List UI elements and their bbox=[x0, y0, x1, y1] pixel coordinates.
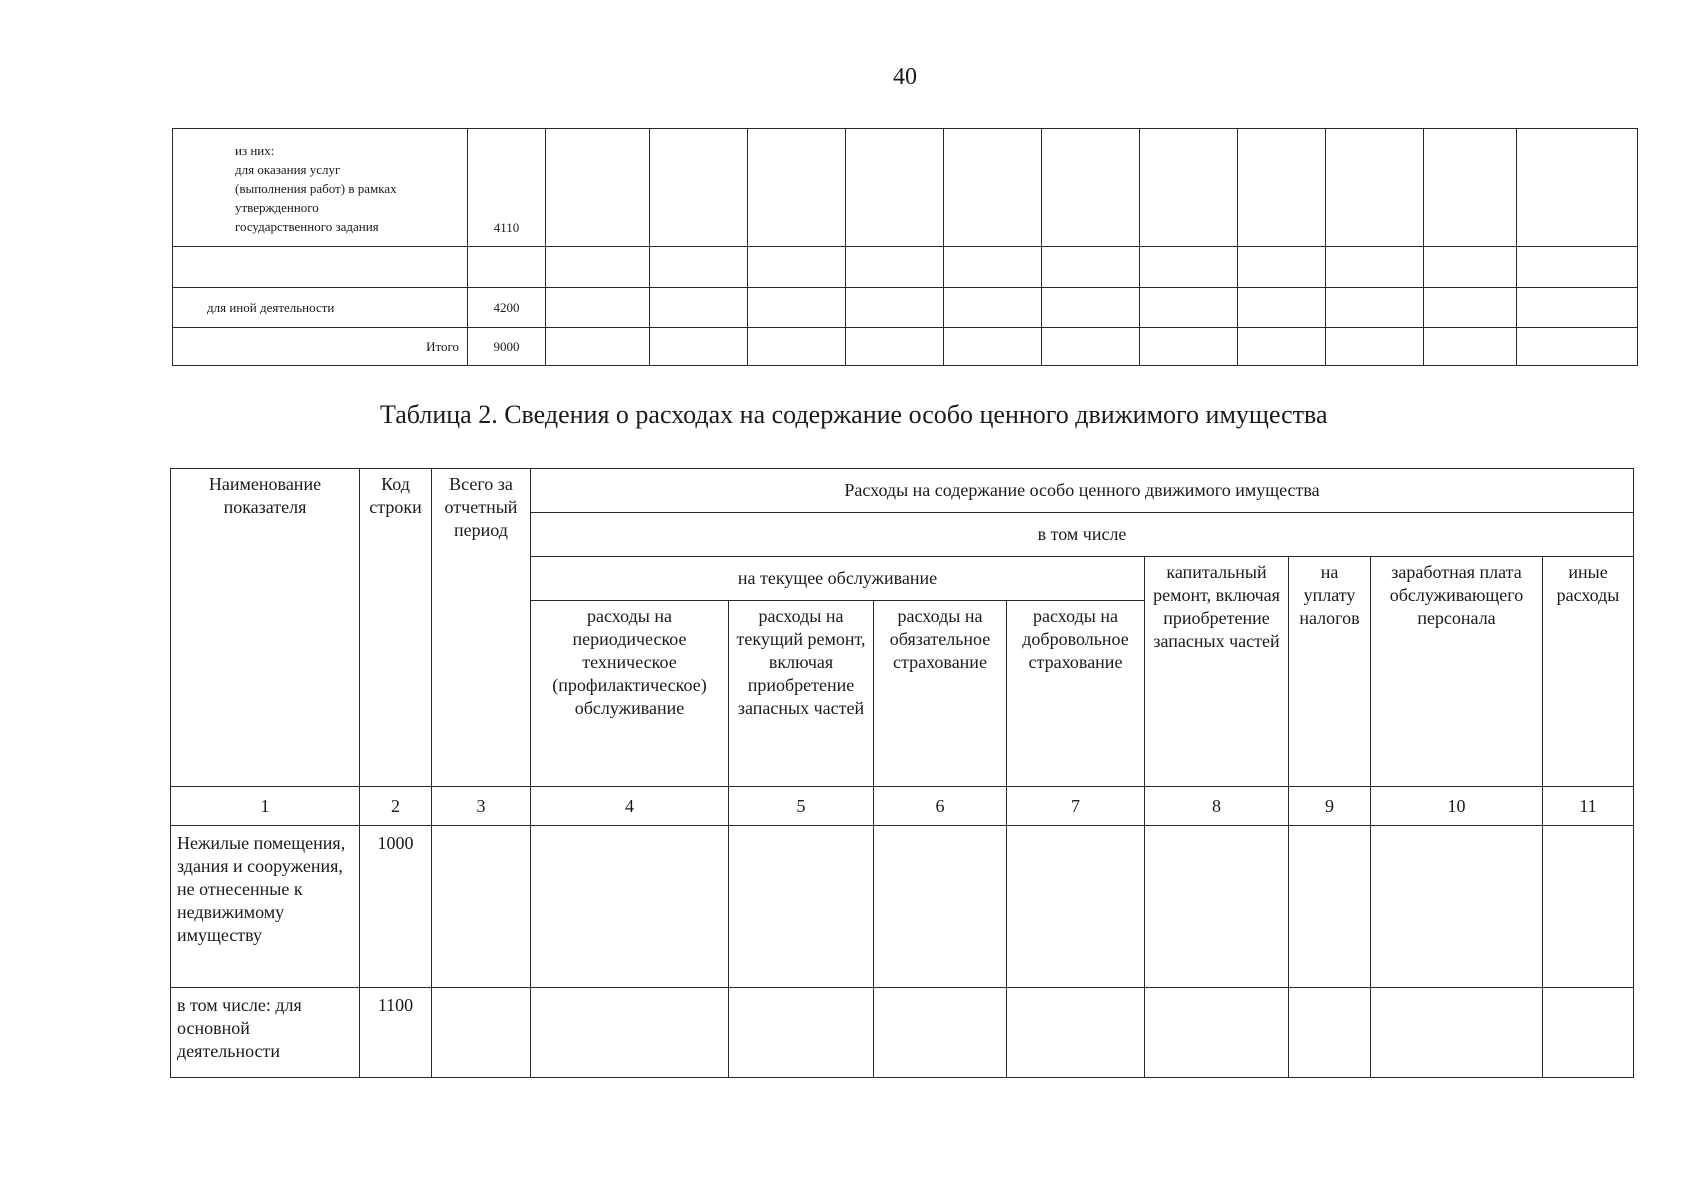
row-code: 4200 bbox=[468, 288, 546, 328]
empty-cell bbox=[546, 247, 650, 288]
empty-cell bbox=[729, 988, 874, 1078]
empty-cell bbox=[944, 129, 1042, 247]
empty-cell bbox=[432, 988, 531, 1078]
empty-cell bbox=[650, 247, 748, 288]
empty-cell bbox=[748, 328, 846, 366]
empty-cell bbox=[874, 826, 1007, 988]
empty-cell bbox=[944, 288, 1042, 328]
header-total: Всего за отчетный период bbox=[432, 469, 531, 787]
empty-cell bbox=[650, 288, 748, 328]
empty-cell bbox=[846, 288, 944, 328]
row-code: 9000 bbox=[468, 328, 546, 366]
column-numbers-row bbox=[171, 787, 1634, 826]
column-number: 11 bbox=[1543, 787, 1634, 826]
label-line: утвержденного bbox=[235, 200, 319, 215]
empty-cell bbox=[1042, 247, 1140, 288]
label-line: для оказания услуг bbox=[235, 162, 341, 177]
empty-cell bbox=[1238, 129, 1326, 247]
table-row bbox=[173, 129, 1638, 247]
header-capital-repair: капитальный ремонт, включая приобретение запасных частей bbox=[1145, 557, 1289, 787]
table-row bbox=[173, 247, 1638, 288]
empty-cell bbox=[1289, 826, 1371, 988]
empty-cell bbox=[1326, 129, 1424, 247]
empty-cell bbox=[546, 129, 650, 247]
row-name: в том числе: для основной деятельности bbox=[171, 988, 360, 1078]
table-row bbox=[171, 988, 1634, 1078]
empty-cell bbox=[1140, 288, 1238, 328]
row-name: Нежилые помещения, здания и сооружения, не отнесенные к недвижимому имуществу bbox=[171, 826, 360, 988]
empty-cell bbox=[1517, 129, 1638, 247]
column-number: 2 bbox=[360, 787, 432, 826]
empty-cell bbox=[468, 247, 546, 288]
empty-cell bbox=[1517, 247, 1638, 288]
row-label-total: Итого bbox=[173, 328, 468, 366]
empty-cell bbox=[1543, 826, 1634, 988]
empty-cell bbox=[173, 247, 468, 288]
empty-cell bbox=[1007, 988, 1145, 1078]
table-2 bbox=[170, 468, 1634, 1078]
empty-cell bbox=[531, 826, 729, 988]
empty-cell bbox=[1517, 328, 1638, 366]
empty-cell bbox=[1289, 988, 1371, 1078]
empty-cell bbox=[1145, 988, 1289, 1078]
row-label: для иной деятельности bbox=[173, 288, 468, 328]
empty-cell bbox=[846, 129, 944, 247]
table-row bbox=[173, 288, 1638, 328]
empty-cell bbox=[944, 328, 1042, 366]
empty-cell bbox=[432, 826, 531, 988]
empty-cell bbox=[1371, 988, 1543, 1078]
empty-cell bbox=[546, 288, 650, 328]
empty-cell bbox=[1238, 288, 1326, 328]
header-voluntary-insurance: расходы на добровольное страхование bbox=[1007, 601, 1145, 787]
empty-cell bbox=[650, 328, 748, 366]
table-row bbox=[173, 328, 1638, 366]
empty-cell bbox=[846, 247, 944, 288]
header-mandatory-insurance: расходы на обязательное страхование bbox=[874, 601, 1007, 787]
table-row bbox=[171, 826, 1634, 988]
empty-cell bbox=[531, 988, 729, 1078]
empty-cell bbox=[944, 247, 1042, 288]
header-including: в том числе bbox=[531, 513, 1634, 557]
column-number: 8 bbox=[1145, 787, 1289, 826]
header-taxes: на уплату налогов bbox=[1289, 557, 1371, 787]
empty-cell bbox=[1042, 328, 1140, 366]
empty-cell bbox=[1140, 129, 1238, 247]
page-number: 40 bbox=[893, 64, 917, 90]
empty-cell bbox=[748, 288, 846, 328]
empty-cell bbox=[748, 247, 846, 288]
table-2-title: Таблица 2. Сведения о расходах на содержание особо ценного движимого имущества bbox=[380, 400, 1328, 429]
empty-cell bbox=[1140, 247, 1238, 288]
header-current-service: на текущее обслуживание bbox=[531, 557, 1145, 601]
empty-cell bbox=[1543, 988, 1634, 1078]
row-label bbox=[173, 129, 468, 247]
empty-cell bbox=[1424, 288, 1517, 328]
row-code: 1000 bbox=[360, 826, 432, 988]
column-number: 6 bbox=[874, 787, 1007, 826]
column-number: 10 bbox=[1371, 787, 1543, 826]
empty-cell bbox=[1424, 328, 1517, 366]
empty-cell bbox=[1517, 288, 1638, 328]
label-line: из них: bbox=[235, 143, 275, 158]
empty-cell bbox=[1145, 826, 1289, 988]
empty-cell bbox=[1424, 129, 1517, 247]
header-periodic: расходы на периодическое техническое (профилактическое) обслуживание bbox=[531, 601, 729, 787]
row-code: 4110 bbox=[468, 129, 546, 247]
empty-cell bbox=[1140, 328, 1238, 366]
column-number: 9 bbox=[1289, 787, 1371, 826]
header-current-repair: расходы на текущий ремонт, включая приобретение запасных частей bbox=[729, 601, 874, 787]
header-row bbox=[171, 469, 1634, 513]
empty-cell bbox=[748, 129, 846, 247]
header-expenses: Расходы на содержание особо ценного движимого имущества bbox=[531, 469, 1634, 513]
header-salary: заработная плата обслуживающего персонала bbox=[1371, 557, 1543, 787]
label-line: государственного задания bbox=[235, 219, 379, 234]
empty-cell bbox=[1371, 826, 1543, 988]
empty-cell bbox=[1326, 288, 1424, 328]
table-1-continuation bbox=[172, 128, 1638, 366]
header-name: Наименование показателя bbox=[171, 469, 360, 787]
empty-cell bbox=[1007, 826, 1145, 988]
empty-cell bbox=[1424, 247, 1517, 288]
column-number: 3 bbox=[432, 787, 531, 826]
column-number: 4 bbox=[531, 787, 729, 826]
column-number: 1 bbox=[171, 787, 360, 826]
empty-cell bbox=[1238, 328, 1326, 366]
empty-cell bbox=[1326, 247, 1424, 288]
empty-cell bbox=[1238, 247, 1326, 288]
label-line: (выполнения работ) в рамках bbox=[235, 181, 397, 196]
column-number: 5 bbox=[729, 787, 874, 826]
empty-cell bbox=[1326, 328, 1424, 366]
empty-cell bbox=[650, 129, 748, 247]
empty-cell bbox=[1042, 288, 1140, 328]
empty-cell bbox=[874, 988, 1007, 1078]
row-code: 1100 bbox=[360, 988, 432, 1078]
header-code: Код строки bbox=[360, 469, 432, 787]
empty-cell bbox=[1042, 129, 1140, 247]
empty-cell bbox=[546, 328, 650, 366]
header-other: иные расходы bbox=[1543, 557, 1634, 787]
empty-cell bbox=[846, 328, 944, 366]
column-number: 7 bbox=[1007, 787, 1145, 826]
empty-cell bbox=[729, 826, 874, 988]
